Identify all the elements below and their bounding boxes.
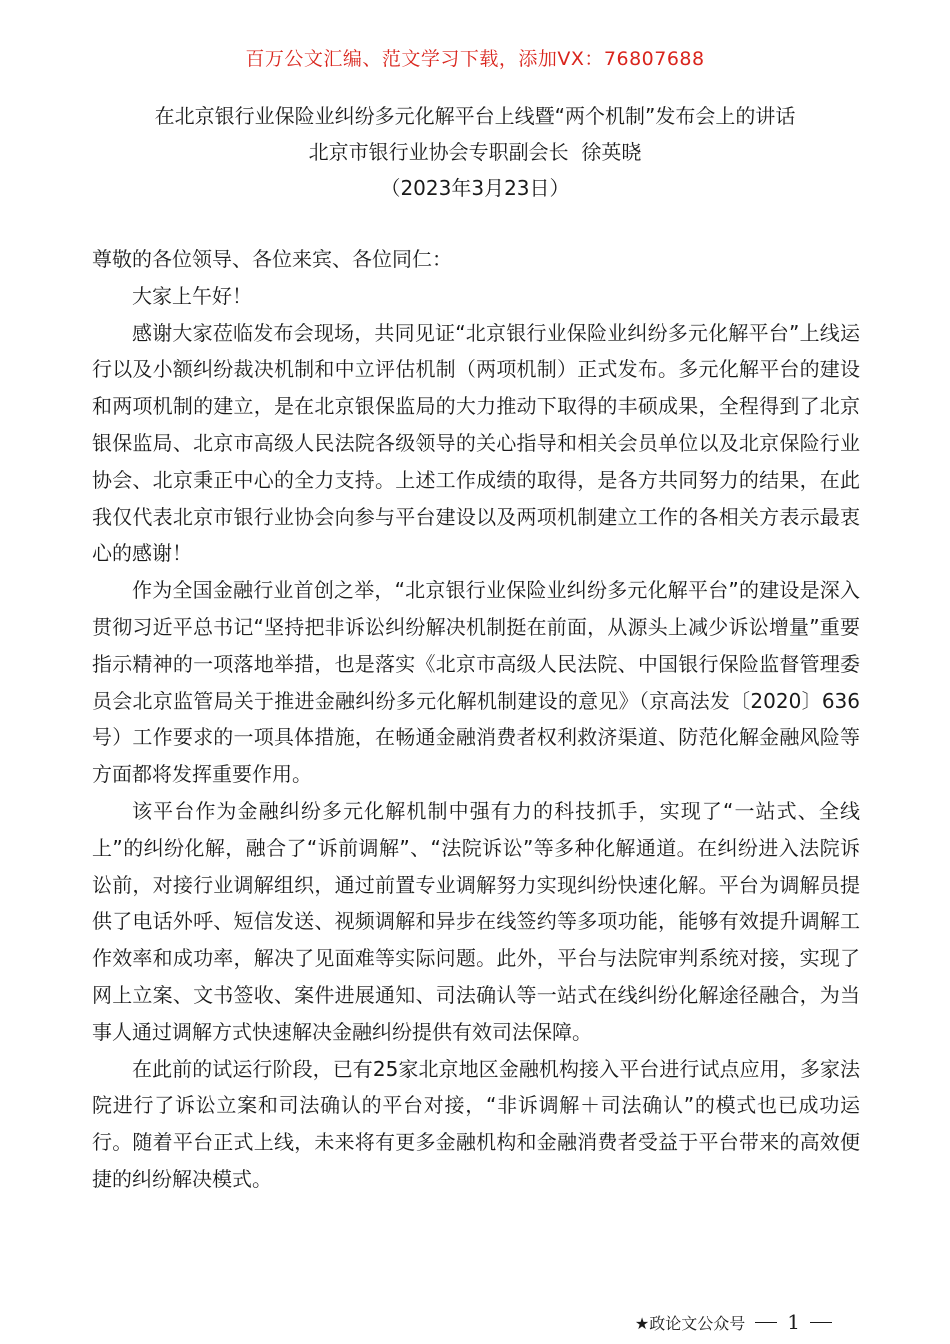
salutation: 尊敬的各位领导、各位来宾、各位同仁： xyxy=(92,247,452,271)
title-block xyxy=(0,98,950,206)
footer-dash-left xyxy=(755,1322,777,1323)
paragraph-2: 作为全国金融行业首创之举，“北京银行业保险业纠纷多元化解平台”的建设是深入贯彻习近平总书记“坚持把非诉讼纠纷解决机制挺在前面，从源头上减少诉讼增量”重要指示精神的一项落地举措，也是落实《北京市高级人民法院、中国银行保险监督管理委员会北京监管局关于推进金融纠纷多元化解机制建设的意见》（京高法发〔2020〕636号）工作要求的一项具体措施，在畅通金融消费者权利救济渠道、防范化解金融风险等方面都将发挥重要作用。 xyxy=(92,578,860,787)
paragraph-1: 感谢大家莅临发布会现场，共同见证“北京银行业保险业纠纷多元化解平台”上线运行以及小额纠纷裁决机制和中立评估机制（两项机制）正式发布。多元化解平台的建设和两项机制的建立，是在北京银保监局的大力推动下取得的丰硕成果，全程得到了北京银保监局、北京市高级人民法院各级领导的关心指导和相关会员单位以及北京保险行业协会、北京秉正中心的全力支持。上述工作成绩的取得，是各方共同努力的结果，在此我仅代表北京市银行业协会向参与平台建设以及两项机制建立工作的各相关方表示最衷心的感谢！ xyxy=(92,320,860,566)
speaker-line: 北京市银行业协会专职副会长 徐英晓 xyxy=(308,140,642,164)
page-number: 1 xyxy=(787,1310,800,1334)
speech-date: （2023年3月23日） xyxy=(380,176,570,200)
page-footer xyxy=(635,1310,832,1334)
paragraph-3: 该平台作为金融纠纷多元化解机制中强有力的科技抓手，实现了“一站式、全线上”的纠纷化解，融合了“诉前调解”、“法院诉讼”等多种化解通道。在纠纷进入法院诉讼前，对接行业调解组织，通过前置专业调解努力实现纠纷快速化解。平台为调解员提供了电话外呼、短信发送、视频调解和异步在线签约等多项功能，能够有效提升调解工作效率和成功率，解决了见面难等实际问题。此外，平台与法院审判系统对接，实现了网上立案、文书签收、案件进展通知、司法确认等一站式在线纠纷化解途径融合，为当事人通过调解方式快速解决金融纠纷提供有效司法保障。 xyxy=(92,798,860,1044)
header-banner: 百万公文汇编、范文学习下载，添加VX：76807688 xyxy=(245,48,705,70)
body-text xyxy=(92,241,860,1198)
greeting: 大家上午好！ xyxy=(132,283,252,308)
paragraph-4: 在此前的试运行阶段，已有25家北京地区金融机构接入平台进行试点应用，多家法院进行了诉讼立案和司法确认的平台对接，“非诉调解＋司法确认”的模式也已成功运行。随着平台正式上线，未来将有更多金融机构和金融消费者受益于平台带来的高效便捷的纠纷解决模式。 xyxy=(92,1056,860,1191)
footer-dash-right xyxy=(810,1322,832,1323)
footer-source: ★政论文公众号 xyxy=(634,1313,746,1333)
speech-title: 在北京银行业保险业纠纷多元化解平台上线暨“两个机制”发布会上的讲话 xyxy=(154,104,796,128)
